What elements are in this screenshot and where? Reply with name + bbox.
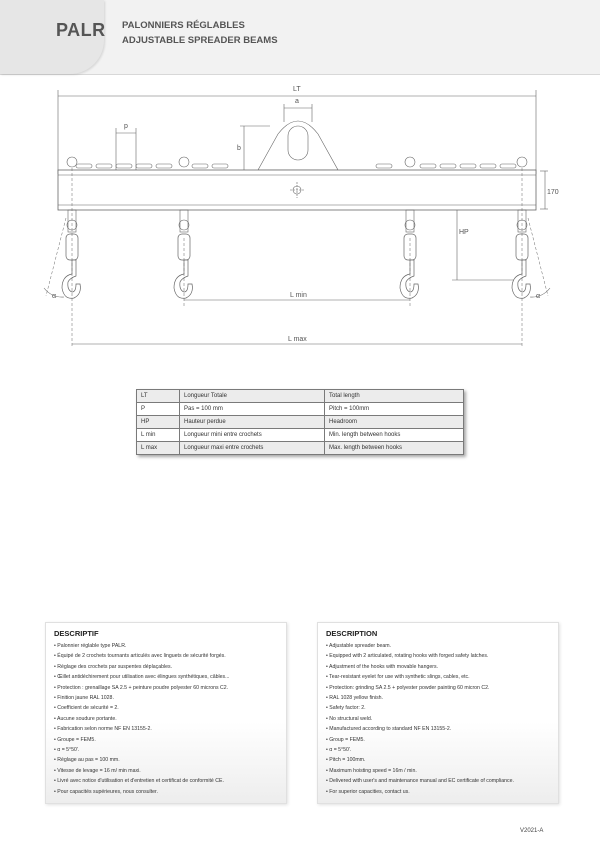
list-item: • Réglage des crochets par suspentes déplaçables.: [54, 662, 282, 672]
label-lmax: L max: [288, 336, 307, 343]
label-lt: LT: [293, 86, 301, 93]
hook-4: [512, 234, 530, 298]
legend-symbol: LT: [137, 390, 180, 403]
list-item: • Manufactured according to standard NF EN 13155-2.: [326, 724, 554, 734]
page-title-en: ADJUSTABLE SPREADER BEAMS: [122, 35, 278, 46]
list-item: • Pitch = 100mm.: [326, 755, 554, 765]
descriptif-box: [45, 622, 287, 804]
legend-symbol: HP: [137, 416, 180, 429]
legend-row: [137, 416, 464, 429]
label-b: b: [237, 145, 241, 152]
label-alpha-left: α: [52, 293, 57, 300]
product-code: PALR: [56, 20, 106, 40]
list-item: • Tear-resistant eyelet for use with synthetic slings, cables, etc.: [326, 672, 554, 682]
list-item: • Livré avec notice d'utilisation et d'entretien et certificat de conformité CE.: [54, 776, 282, 786]
descriptif-title: DESCRIPTIF: [54, 629, 99, 638]
list-item: • Coefficient de sécurité = 2.: [54, 703, 282, 713]
list-item: • No structural weld.: [326, 714, 554, 724]
hook-1: [62, 234, 80, 298]
list-item: • Group = FEM5.: [326, 735, 554, 745]
hooks: [62, 234, 530, 298]
description-list: [326, 641, 554, 797]
list-item: • Fabrication selon norme NF EN 13155-2.: [54, 724, 282, 734]
list-item: • For superior capacities, contact us.: [326, 787, 554, 797]
page-title-fr: PALONNIERS RÉGLABLES: [122, 20, 245, 31]
legend-row: [137, 390, 464, 403]
label-alpha-right: α: [536, 293, 541, 300]
label-lmin: L min: [290, 292, 307, 299]
legend-fr: Longueur Totale: [180, 390, 325, 403]
label-p: p: [124, 123, 128, 130]
legend-row: [137, 429, 464, 442]
list-item: • Protection: grinding SA 2.5 + polyester powder painting 60 micron C2.: [326, 683, 554, 693]
list-item: • Safety factor: 2.: [326, 703, 554, 713]
legend-fr: Pas = 100 mm: [180, 403, 325, 416]
legend-en: Total length: [325, 390, 464, 403]
list-item: • Palonnier réglable type PALR.: [54, 641, 282, 651]
descriptif-list: [54, 641, 282, 797]
legend-row: [137, 403, 464, 416]
list-item: • Pour capacités supérieures, nous consulter.: [54, 787, 282, 797]
hook-3: [400, 234, 418, 298]
list-item: • Delivered with user's and maintenance manual and EC certificate of compliance.: [326, 776, 554, 786]
dimension-legend-table: [136, 389, 464, 455]
list-item: • Vitesse de levage = 16 m/ min maxi.: [54, 766, 282, 776]
legend-fr: Hauteur perdue: [180, 416, 325, 429]
version-label: V2021-A: [520, 828, 544, 834]
technical-drawing: [0, 78, 600, 378]
list-item: • Réglage au pas = 100 mm.: [54, 755, 282, 765]
list-item: • Groupe = FEM5.: [54, 735, 282, 745]
list-item: • Finition jaune RAL 1028.: [54, 693, 282, 703]
label-hp: HP: [459, 229, 469, 236]
legend-en: Max. length between hooks: [325, 442, 464, 455]
legend-en: Pitch = 100mm: [325, 403, 464, 416]
list-item: • α = 5°50'.: [326, 745, 554, 755]
list-item: • Protection : grenaillage SA 2.5 + peinture poudre polyester 60 microns C2.: [54, 683, 282, 693]
legend-symbol: P: [137, 403, 180, 416]
list-item: • Adjustment of the hooks with movable hangers.: [326, 662, 554, 672]
list-item: • RAL 1028 yellow finish.: [326, 693, 554, 703]
legend-fr: Longueur mini entre crochets: [180, 429, 325, 442]
hook-2: [174, 234, 192, 298]
legend-en: Headroom: [325, 416, 464, 429]
label-height: 170: [547, 189, 559, 196]
list-item: • Equipped with 2 articulated, rotating hooks with forged safety latches.: [326, 651, 554, 661]
legend-symbol: L min: [137, 429, 180, 442]
legend-row: [137, 442, 464, 455]
spreader-beam-diagram: [0, 78, 600, 378]
description-title: DESCRIPTION: [326, 629, 378, 638]
legend-en: Min. length between hooks: [325, 429, 464, 442]
list-item: • Aucune soudure portante.: [54, 714, 282, 724]
label-a: a: [295, 98, 299, 105]
list-item: • α = 5°50'.: [54, 745, 282, 755]
list-item: • Œillet antidéchirement pour utilisation avec élingues synthétiques, câbles...: [54, 672, 282, 682]
description-box: [317, 622, 559, 804]
legend-fr: Longueur maxi entre crochets: [180, 442, 325, 455]
list-item: • Maximum hoisting speed = 16m / min.: [326, 766, 554, 776]
legend-symbol: L max: [137, 442, 180, 455]
list-item: • Adjustable spreader beam.: [326, 641, 554, 651]
list-item: • Équipé de 2 crochets tournants articulés avec linguets de sécurité forgés.: [54, 651, 282, 661]
